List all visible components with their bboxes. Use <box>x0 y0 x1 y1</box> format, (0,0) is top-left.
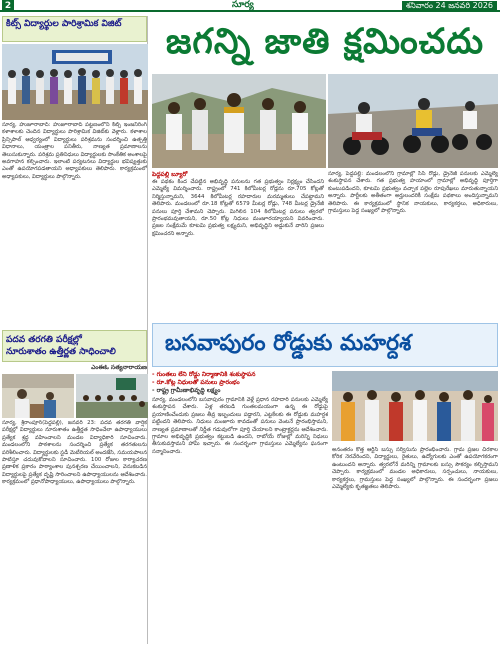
left-story2-photo-b <box>76 374 148 418</box>
main-story1-headline: జగన్ని జాతి క్షమించదు <box>165 20 485 62</box>
page-date: శనివారం 24 జనవరి 2026 <box>402 1 497 11</box>
main-story1-photo-row <box>152 74 498 168</box>
page-number: 2 <box>2 0 14 12</box>
left-story2-headline-box <box>2 330 147 362</box>
left-story1-photo <box>2 44 148 120</box>
main-story2-columns <box>152 371 498 641</box>
main-story2-col-right <box>332 371 498 641</box>
left-story2-headline-line1: పదవ తరగతి పరీక్షల్లో <box>6 335 82 345</box>
main-story2-body-right: అనంతరం కొత్త ఆర్టీసీ బస్సు సర్వీసును ప్రారంభించారు. గ్రామ ప్రజల చిరకాల కోరిక నెరవేరిందని, విద్యార్థులు, రైతులు, ఉద్యోగులకు ఎంతో ఉపయోగకరంగా ఉంటుందని అన్నారు. త్వరలోనే మరిన్ని గ్రామాలకు బస్సు సౌకర్యం కల్పిస్తామని చెప్పారు. కార్యక్రమంలో మండల అధికారులు, సర్పంచులు, నాయకులు, కార్యకర్తలు, గ్రామస్తులు పెద్ద సంఖ్యలో పాల్గొన్నారు. ఈ సందర్భంగా ప్రజలు ఎమ్మెల్యేకు కృతజ్ఞతలు తెలిపారు. <box>332 447 498 491</box>
main-story1-dateline: పెద్దపల్లి బ్యూరో <box>152 171 188 178</box>
main-story2-headline: బసవాపురం రోడ్డుకు మహర్దశ <box>165 329 412 356</box>
main-story2-col-left <box>152 371 328 641</box>
main-story1-body-left: ఈ పథకం కింద చేపట్టిన అభివృద్ధి పనులను గత ప్రభుత్వం నిర్లక్ష్యం చేసిందని ఎమ్మెల్యే విమర్శించారు. రాష్ట్రంలో 741 కిలోమీటర్ల రోడ్లను రూ.705 కోట్లతో నిర్మిస్తున్నామని, 3644 కిలోమీటర్ల రహదారుల మరమ్మతులు చేపట్టామని తెలిపారు. మండలంలో రూ.18 కోట్లతో 6579 మీటర్ల రోడ్లు, 748 మీటర్ల డ్రైనేజీ పనులు పూర్తి చేశామని చెప్పారు. మిగిలిన 104 కిలోమీటర్ల పనులు త్వరలో ప్రారంభమవుతాయని, రూ.50 కోట్ల నిధులు మంజూరయ్యాయని వివరించారు. ప్రజల సంక్షేమమే కూటమి ప్రభుత్వ లక్ష్యమని, అభివృద్ధిని అడ్డుకునే వారిని ప్రజలు క్షమించరని అన్నారు. <box>152 179 324 237</box>
main-story2-body: సూర్య, మండలంలోని బసవాపురం గ్రామానికి వెళ్లే ప్రధాన రహదారి పనులకు ఎమ్మెల్యే శంకుస్థాపన చేశారు. ఏళ్ల తరబడి గుంతలమయంగా ఉన్న ఈ రోడ్డుపై ప్రయాణించేందుకు ప్రజలు తీవ్ర ఇబ్బందులు పడ్డారని, ఎట్టకేలకు ఈ రోడ్డుకు మహర్దశ పట్టిందని తెలిపారు. నిధులు మంజూరు కావడంతో పనులు వెంటనే ప్రారంభిస్తామని, నాణ్యత ప్రమాణాలతో నిర్ణీత గడువులోగా పూర్తి చేయాలని కాంట్రాక్టర్లను ఆదేశించారు. గ్రామాల అభివృద్ధికి ప్రభుత్వం కట్టుబడి ఉందని, రాబోయే రోజుల్లో మరిన్ని నిధులు తీసుకువస్తామని హామీ ఇచ్చారు. ఈ సందర్భంగా గ్రామస్తులు ఎమ్మెల్యేను ఘనంగా సన్మానించారు. <box>152 397 328 455</box>
main-story2-photo <box>332 371 498 441</box>
section-name: సూర్య <box>232 0 254 10</box>
left-story2-body: సూర్య, శ్రీరాంపూర్(పెద్దపల్లి), జనవరి 23: పదవ తరగతి వార్షిక పరీక్షల్లో విద్యార్థులు నూరుశాతం ఉత్తీర్ణత సాధించేలా ఉపాధ్యాయులు ప్రత్యేక శ్రద్ధ వహించాలని మండల విద్యాధికారి సూచించారు. మండలంలోని పాఠశాలను సందర్శించి ప్రత్యేక తరగతులను పరిశీలించారు. విద్యార్థులకు స్టడీ మెటీరియల్ అందజేసి, సమయపాలన పాటిస్తూ చదువుకోవాలని సూచించారు. 100 రోజుల కార్యాచరణ ప్రణాళిక ప్రకారం పాఠ్యాంశాల పునశ్చరణ చేయించాలని, వెనుకబడిన విద్యార్థులపై ప్రత్యేక దృష్టి సారించాలని ఉపాధ్యాయులను ఆదేశించారు. కార్యక్రమంలో ప్రధానోపాధ్యాయులు, ఉపాధ్యాయులు పాల్గొన్నారు. <box>2 420 147 486</box>
main-story1-col-right <box>328 171 498 319</box>
page-header-bar <box>0 0 500 12</box>
main-story2-sub3: - రాష్ట్ర గ్రామీణాభివృద్ధి లక్ష్యం <box>152 387 221 394</box>
left-story1-headline: కిట్స్ విద్యార్థుల పారిశ్రామిక విజిట్ <box>6 19 122 29</box>
main-story2-sub2: - రూ.కోట్ల నిధులతో పనులు ప్రారంభం <box>152 379 240 386</box>
left-column <box>2 16 148 644</box>
left-story2-photo-a <box>2 374 74 418</box>
main-story1-body-right: సూర్య, పెద్దపల్లి: మండలంలోని గ్రామాల్లో సీసీ రోడ్లు, డ్రైనేజీ పనులకు ఎమ్మెల్యే శంకుస్థాపన చేశారు. గత ప్రభుత్వ హయాంలో గ్రామాల్లో అభివృద్ధి పూర్తిగా కుంటుపడిందని, కూటమి ప్రభుత్వం వచ్చాక పల్లెల రూపురేఖలు మారుతున్నాయని అన్నారు. పార్టీలకు అతీతంగా అర్హులందరికీ సంక్షేమ పథకాలు అందిస్తున్నామని తెలిపారు. ఈ కార్యక్రమంలో స్థానిక నాయకులు, కార్యకర్తలు, అధికారులు, గ్రామస్తులు పెద్ద సంఖ్యలో పాల్గొన్నారు. <box>328 171 498 215</box>
left-story2-byline: ఎంఈఓ సత్యనారాయణ <box>91 364 147 371</box>
left-story2-photo-row <box>2 374 148 418</box>
main-column <box>152 16 498 644</box>
main-story1-col-left <box>152 171 324 319</box>
main-story2-sub1: - గుంతలు లేని రోడ్డు నిర్మాణానికి శంకుస్థాపన <box>152 371 256 378</box>
left-story1-body: సూర్య, హుజూరాబాద్: హుజూరాబాద్ పట్టణంలోని కిట్స్ ఇంజనీరింగ్ కళాశాలకు చెందిన విద్యార్థులు పారిశ్రామిక విజిట్‌కు వెళ్లారు. కళాశాల ప్రిన్సిపాల్ ఆధ్వర్యంలో విద్యార్థులు పరిశ్రమను సందర్శించి ఉత్పత్తి విధానాలు, యంత్రాల పనితీరు, నాణ్యత ప్రమాణాలను తెలుసుకున్నారు. పరిశ్రమ ప్రతినిధులు విద్యార్థులకు సాంకేతిక అంశాలపై అవగాహన కల్పించారు. ఇలాంటి పర్యటనలు విద్యార్థుల భవిష్యత్తుకు ఎంతో ఉపయోగపడతాయని అధ్యాపకులు తెలిపారు. కార్యక్రమంలో అధ్యాపకులు, విద్యార్థులు పాల్గొన్నారు. <box>2 122 147 180</box>
main-story1-photo-mla <box>152 74 326 168</box>
left-story2-headline-line2: నూరుశాతం ఉత్తీర్ణత సాధించాలి <box>6 347 116 357</box>
left-story1-headline-box <box>2 16 147 42</box>
main-story1-text-columns <box>152 171 498 319</box>
main-story2-headline-box <box>152 323 498 367</box>
main-story1-photo-bikes <box>328 74 498 168</box>
main-story1-headline-area <box>152 16 498 74</box>
